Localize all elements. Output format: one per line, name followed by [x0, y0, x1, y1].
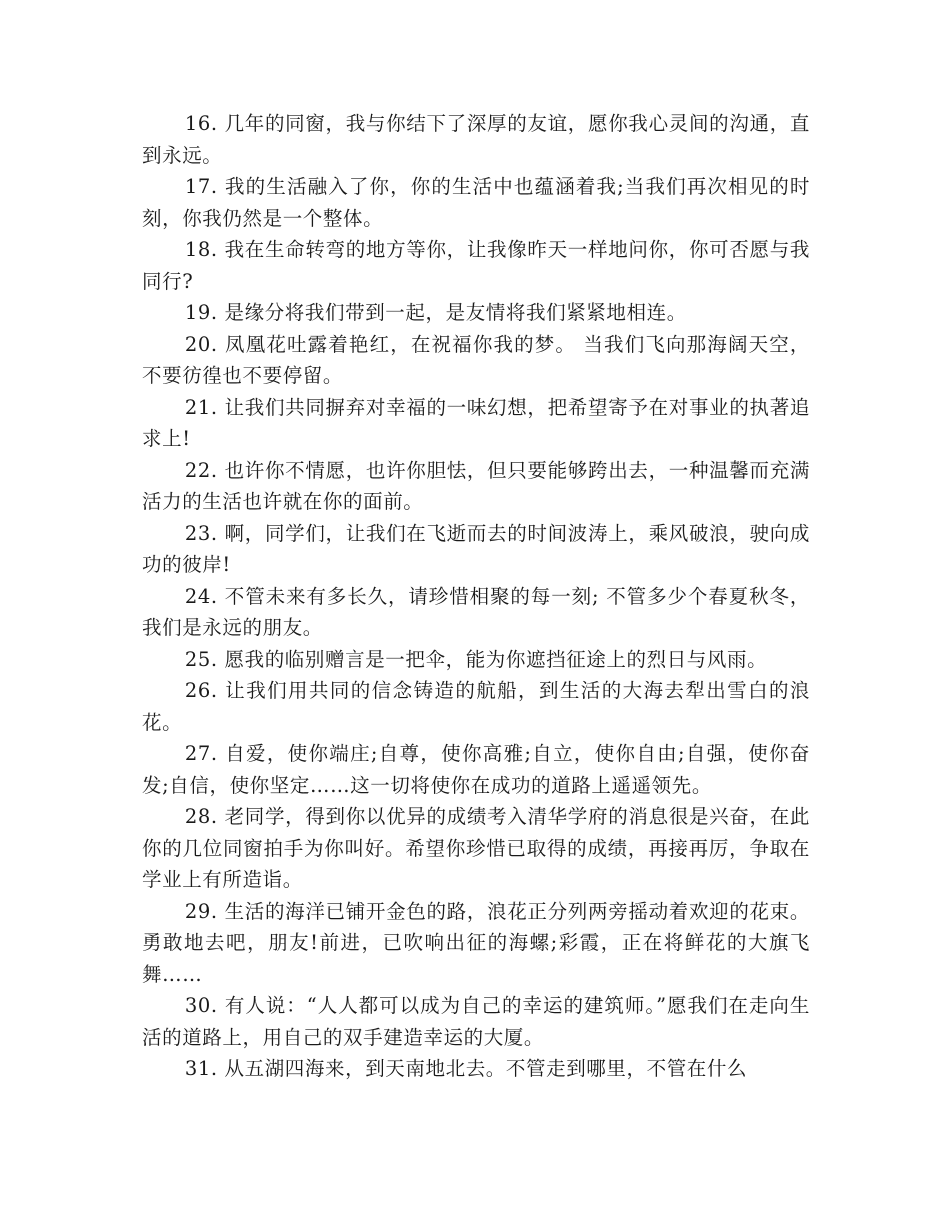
- paragraph-24: 24. 不管未来有多长久，请珍惜相聚的每一刻; 不管多少个春夏秋冬，我们是永远的朋友。: [142, 584, 810, 639]
- paragraph-17: 17. 我的生活融入了你，你的生活中也蕴涵着我;当我们再次相见的时刻，你我仍然是一个整体。: [142, 175, 810, 230]
- paragraph-25: 25. 愿我的临别赠言是一把伞，能为你遮挡征途上的烈日与风雨。: [184, 647, 768, 671]
- document-page: [142, 108, 810, 1085]
- paragraph-19: 19. 是缘分将我们带到一起，是友情将我们紧紧地相连。: [184, 301, 687, 324]
- paragraph-18: 18. 我在生命转弯的地方等你，让我像昨天一样地问你，你可否愿与我同行?: [142, 238, 810, 293]
- paragraph-21: 21. 让我们共同摒弃对幸福的一味幻想，把希望寄予在对事业的执著追求上!: [142, 395, 810, 450]
- paragraph-23: 23. 啊，同学们，让我们在飞逝而去的时间波涛上，乘风破浪，驶向成功的彼岸!: [142, 521, 810, 576]
- paragraph-31: 31. 从五湖四海来，到天南地北去。不管走到哪里，不管在什么: [184, 1057, 748, 1080]
- paragraph-28: 28. 老同学，得到你以优异的成绩考入清华学府的消息很是兴奋，在此你的几位同窗拍手为你叫好。希望你珍惜已取得的成绩，再接再厉，争取在学业上有所造诣。: [142, 805, 810, 891]
- paragraph-27: 27. 自爱，使你端庄;自尊，使你高雅;自立，使你自由;自强，使你奋发;自信，使你坚定……这一切将使你在成功的道路上遥遥领先。: [142, 742, 810, 797]
- paragraph-20: 20. 凤凰花吐露着艳红，在祝福你我的梦。 当我们飞向那海阔天空，不要彷徨也不要停留。: [142, 332, 810, 387]
- paragraph-30: 30. 有人说：“人人都可以成为自己的幸运的建筑师。”愿我们在走向生活的道路上，用自己的双手建造幸运的大厦。: [142, 994, 810, 1049]
- paragraph-16: 16. 几年的同窗，我与你结下了深厚的友谊，愿你我心灵间的沟通，直到永远。: [142, 112, 810, 167]
- paragraph-26: 26. 让我们用共同的信念铸造的航船，到生活的大海去犁出雪白的浪花。: [142, 679, 810, 734]
- paragraph-22: 22. 也许你不情愿，也许你胆怯，但只要能够跨出去，一种温馨而充满活力的生活也许就在你的面前。: [142, 458, 810, 513]
- paragraph-29: 29. 生活的海洋已铺开金色的路，浪花正分列两旁摇动着欢迎的花束。勇敢地去吧，朋友!前进，已吹响出征的海螺;彩霞，正在将鲜花的大旗飞舞……: [142, 899, 810, 986]
